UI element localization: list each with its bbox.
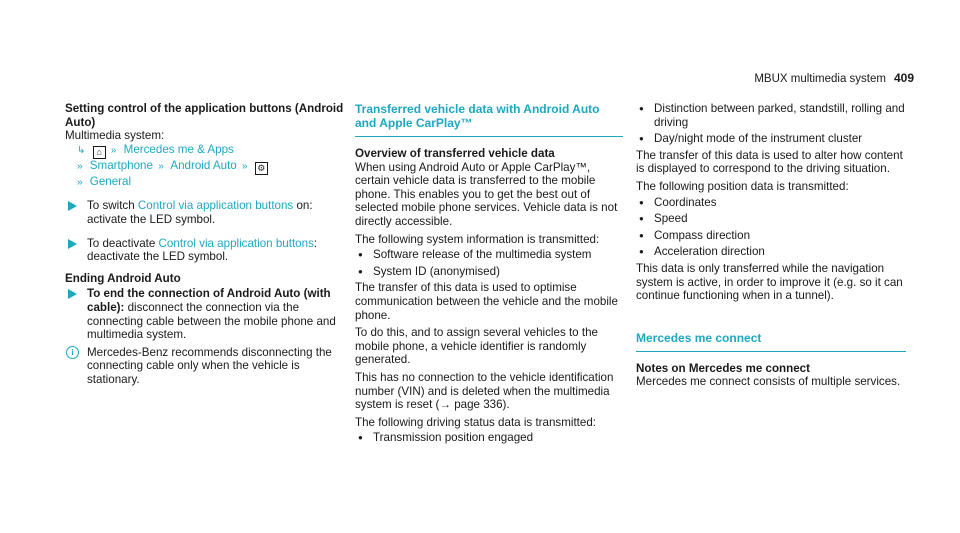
paragraph: Mercedes me connect consists of multiple services. (636, 375, 901, 389)
column-2 (355, 102, 623, 448)
nav-item-general[interactable]: General (89, 174, 132, 188)
page-header (754, 72, 914, 87)
chevron-double-icon: » (110, 144, 117, 156)
info-icon: i (66, 346, 79, 359)
system-info-list (355, 248, 623, 278)
info-note: i Mercedes-Benz recommends disconnecting the connecting cable only when the vehicle is stationary. (65, 346, 347, 387)
chevron-double-icon: » (242, 160, 248, 172)
column-3 (636, 102, 906, 389)
column-1 (65, 102, 347, 387)
list-item: ● Distinction between parked, standstill, rolling and driving (636, 102, 906, 129)
settings-icon[interactable]: ⚙ (255, 162, 268, 175)
list-item: ● System ID (anonymised) (355, 265, 623, 279)
list-item: ● Coordinates (636, 196, 906, 210)
step-marker-icon (68, 289, 77, 299)
list-item: ● Transmission position engaged (355, 431, 623, 445)
list-item: ● Day/night mode of the instrument cluster (636, 132, 906, 146)
paragraph: This data is only transferred while the navigation system is active, in order to improve it (e.g. so it can continue functioning when in a tunnel). (636, 261, 903, 303)
chevron-double-icon: » (77, 160, 83, 172)
step-marker-icon (68, 201, 77, 211)
list-item: ● Speed (636, 212, 906, 226)
paragraph: The following system information is transmitted: (355, 232, 600, 246)
paragraph: When using Android Auto or Apple CarPlay™, certain vehicle data is transferred to the mobile phone. This enables you to get the best out of selected mobile phone services. Vehicle data is not directly accessible. (355, 160, 618, 228)
paragraph: To do this, and to assign several vehicles to the mobile phone, a vehicle identifier is randomly generated. (355, 326, 598, 367)
paragraph: The transfer of this data is used to alter how content is displayed to correspond to the driving situation. (636, 148, 903, 176)
header-title: MBUX multimedia system (754, 73, 886, 85)
nav-item-smartphone[interactable]: Smartphone (89, 158, 153, 172)
chevron-double-icon: » (77, 176, 83, 188)
position-data-list (636, 196, 906, 259)
section-title-transferred-data: Transferred vehicle data with Android Auto and Apple CarPlay™ (355, 102, 623, 137)
list-item: ● Compass direction (636, 229, 906, 243)
overview-heading: Overview of transferred vehicle data (355, 147, 555, 160)
paragraph: This has no connection to the vehicle identification number (VIN) and is deleted when the multimedia system is reset (→ page 336). (355, 370, 614, 412)
paragraph: The following position data is transmitted: (636, 179, 849, 193)
nav-item-mercedes-me-apps[interactable]: Mercedes me & Apps (123, 142, 234, 156)
notes-heading: Notes on Mercedes me connect (636, 361, 810, 375)
step-switch-on: To switch Control via application buttons on: activate the LED symbol. (65, 199, 347, 226)
paragraph: The transfer of this data is used to optimise communication between the vehicle and the mobile phone. (355, 281, 618, 322)
list-item: ● Software release of the multimedia system (355, 248, 623, 262)
chevron-double-icon: » (158, 160, 164, 172)
nav-path (75, 143, 347, 190)
section-title-mercedes-me-connect: Mercedes me connect (636, 331, 906, 352)
step-end-connection: To end the connection of Android Auto (with cable): disconnect the connection via the connecting cable between the mobile phone and multimedia system. (65, 287, 347, 341)
page-number: 409 (893, 71, 914, 85)
driving-status-list-continued (636, 102, 906, 146)
corner-arrow-icon: ↳ (77, 144, 86, 156)
step-marker-icon (68, 239, 77, 249)
control-via-buttons-link[interactable]: Control via application buttons (137, 199, 294, 213)
section-heading-application-buttons: Setting control of the application buttons (Android Auto) (65, 102, 344, 129)
list-item: ● Acceleration direction (636, 245, 906, 259)
step-deactivate: To deactivate Control via application buttons: deactivate the LED symbol. (65, 237, 347, 264)
control-via-buttons-link[interactable]: Control via application buttons (158, 236, 314, 250)
paragraph: The following driving status data is transmitted: (355, 415, 597, 429)
system-label: Multimedia system: (65, 129, 165, 143)
home-icon[interactable]: ⌂ (93, 146, 106, 159)
ending-android-auto-heading: Ending Android Auto (65, 271, 181, 285)
nav-item-android-auto[interactable]: Android Auto (170, 158, 237, 172)
driving-status-list (355, 431, 623, 445)
